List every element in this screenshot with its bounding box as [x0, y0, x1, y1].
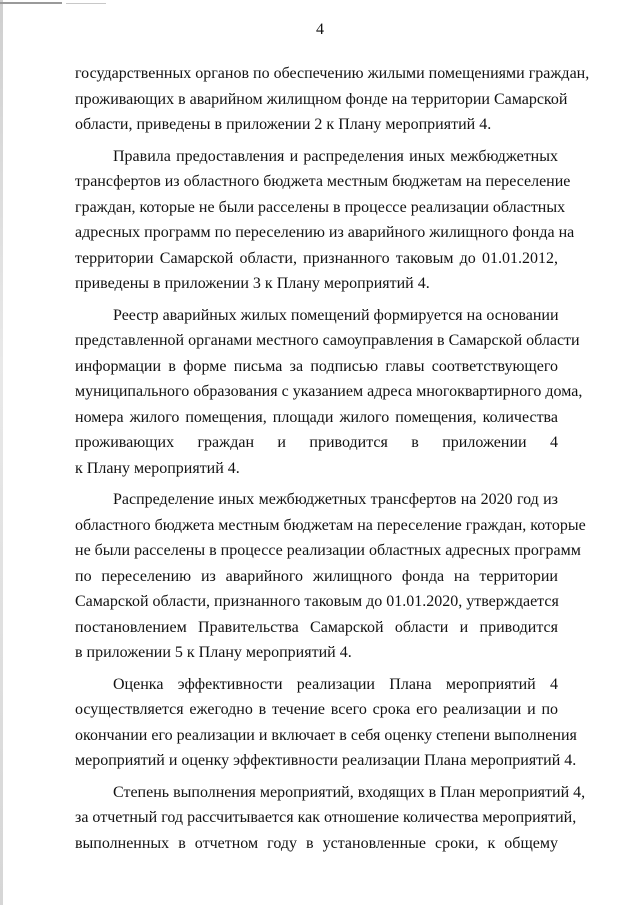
- text-line: к Плану мероприятий 4.: [75, 459, 240, 477]
- text-line: представленной органами местного самоуправления в Самарской области: [75, 332, 580, 349]
- text-line: территории Самарской области, признанного таковым до 01.01.2012,: [75, 249, 558, 267]
- scan-edge: [0, 0, 3, 905]
- text-line: окончании его реализации и включает в себя оценку степени выполнения: [75, 726, 577, 744]
- paragraph: [75, 61, 590, 138]
- text-line: проживающих в аварийном жилищном фонде на территории Самарской: [75, 90, 568, 108]
- text-line: областного бюджета местным бюджетам на переселение граждан, которые: [75, 516, 586, 534]
- text-line: выполненных в отчетном году в установленные сроки, к общему: [75, 834, 558, 852]
- text-line: не были расселены в процессе реализации областных адресных программ: [75, 542, 581, 559]
- text-line: Оценка эффективности реализации Плана мероприятий 4: [113, 675, 558, 693]
- text-line: граждан, которые не были расселены в процессе реализации областных: [75, 198, 566, 216]
- text-line: проживающих граждан и приводится в приложении 4: [75, 434, 558, 451]
- text-line: области, приведены в приложении 2 к Плану мероприятий 4.: [75, 116, 492, 133]
- scan-artifact: [0, 0, 120, 6]
- page-number: 4: [316, 21, 324, 38]
- text-line: Правила предоставления и распределения иных межбюджетных: [113, 147, 558, 165]
- paragraph: [75, 780, 586, 857]
- text-line: осуществляется ежегодно в течение всего срока его реализации и по: [75, 701, 558, 718]
- text-line: государственных органов по обеспечению жилыми помещениями граждан,: [75, 65, 590, 82]
- paragraph: [75, 487, 586, 666]
- document-body: [75, 61, 590, 862]
- text-line: постановлением Правительства Самарской области и приводится: [75, 618, 558, 636]
- text-line: Реестр аварийных жилых помещений формируется на основании: [113, 306, 559, 324]
- text-line: Распределение иных межбюджетных трансфертов на 2020 год из: [113, 491, 558, 508]
- text-line: за отчетный год рассчитывается как отношение количества мероприятий,: [75, 809, 577, 826]
- text-line: мероприятий и оценку эффективности реализации Плана мероприятий 4.: [75, 752, 577, 769]
- paragraph: [75, 303, 583, 482]
- text-line: Самарской области, признанного таковым до 01.01.2020, утверждается: [75, 593, 559, 610]
- text-line: муниципального образования с указанием адреса многоквартирного дома,: [75, 383, 583, 400]
- text-line: в приложении 5 к Плану мероприятий 4.: [75, 644, 352, 661]
- text-line: трансфертов из областного бюджета местным бюджетам на переселение: [75, 173, 571, 190]
- text-line: адресных программ по переселению из аварийного жилищного фонда на: [75, 224, 575, 241]
- text-line: по переселению из аварийного жилищного фонда на территории: [75, 567, 558, 585]
- paragraph: [75, 672, 577, 774]
- text-line: приведены в приложении 3 к Плану мероприятий 4.: [75, 275, 430, 292]
- text-line: номера жилого помещения, площади жилого помещения, количества: [75, 408, 558, 426]
- text-line: Степень выполнения мероприятий, входящих в План мероприятий 4,: [113, 783, 586, 801]
- text-line: информации в форме письма за подписью главы соответствующего: [75, 357, 558, 375]
- paragraph: [75, 144, 575, 297]
